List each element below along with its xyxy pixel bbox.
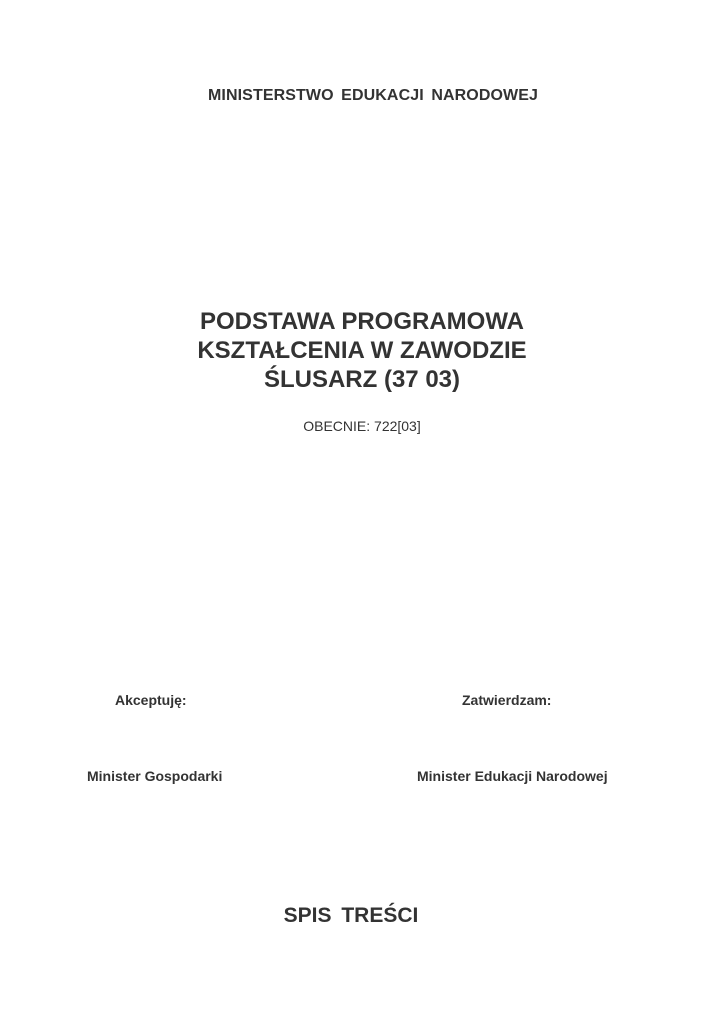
title-line-3: ŚLUSARZ (37 03) [263, 366, 461, 393]
minister-economy: Minister Gospodarki [87, 768, 223, 784]
title-line-1: PODSTAWA PROGRAMOWA [200, 308, 524, 335]
minister-education: Minister Edukacji Narodowej [417, 768, 608, 784]
title-line-2: KSZTAŁCENIA W ZAWODZIE [197, 337, 527, 364]
toc-heading: SPIS TREŚCI [283, 904, 419, 927]
document-title [0, 307, 724, 394]
approve-label: Zatwierdzam: [462, 692, 552, 708]
ministry-header: MINISTERSTWO EDUKACJI NARODOWEJ [208, 87, 538, 104]
accept-label: Akceptuję: [115, 692, 187, 708]
currently-code: OBECNIE: 722[03] [303, 418, 421, 434]
